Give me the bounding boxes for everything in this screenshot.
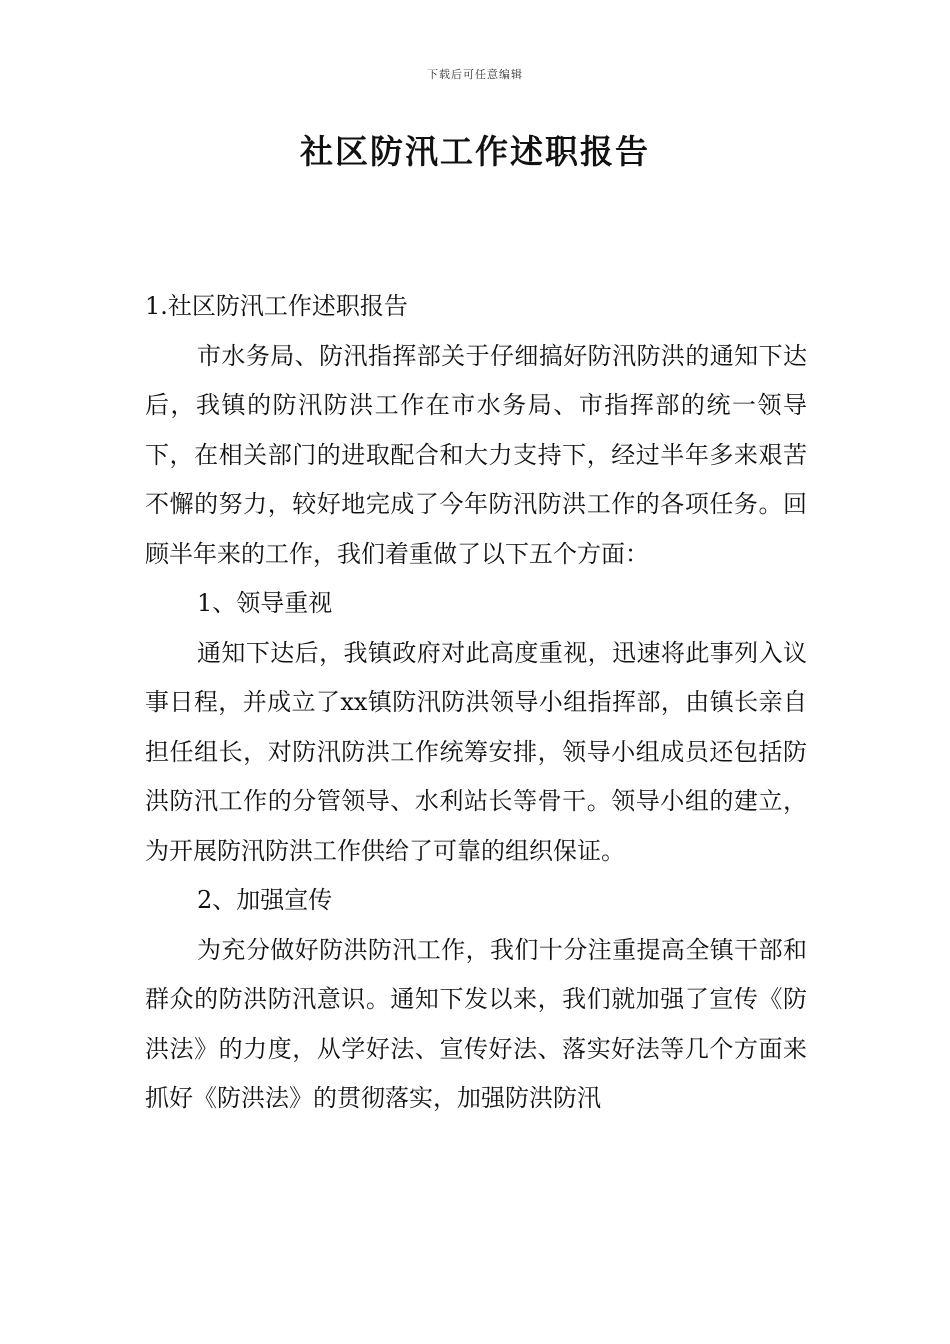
paragraph-publicity: 为充分做好防洪防汛工作，我们十分注重提高全镇干部和群众的防洪防汛意识。通知下发以来，我们就加强了宣传《防洪法》的力度，从学好法、宣传好法、落实好法等几个方面来抓好《防洪法》的贯彻落实，加强防洪防汛 <box>145 935 807 1112</box>
document-body <box>145 282 807 1124</box>
subheading-publicity: 2、加强宣传 <box>197 886 333 914</box>
document-title: 社区防汛工作述职报告 <box>300 132 650 171</box>
paragraph-intro: 市水务局、防汛指挥部关于仔细搞好防汛防洪的通知下达后，我镇的防汛防洪工作在市水务局、市指挥部的统一领导下，在相关部门的进取配合和大力支持下，经过半年多来艰苦不懈的努力，较好地完成了今年防汛防洪工作的各项任务。回顾半年来的工作，我们着重做了以下五个方面： <box>145 341 807 568</box>
header-note: 下载后可任意编辑 <box>427 68 523 81</box>
paragraph-leadership: 通知下达后，我镇政府对此高度重视，迅速将此事列入议事日程，并成立了xx镇防汛防洪领导小组指挥部，由镇长亲自担任组长，对防汛防洪工作统筹安排，领导小组成员还包括防洪防汛工作的分管领导、水利站长等骨干。领导小组的建立，为开展防汛防洪工作供给了可靠的组织保证。 <box>145 638 807 865</box>
section-title: 1.社区防汛工作述职报告 <box>145 292 408 320</box>
subheading-leadership: 1、领导重视 <box>197 589 333 617</box>
